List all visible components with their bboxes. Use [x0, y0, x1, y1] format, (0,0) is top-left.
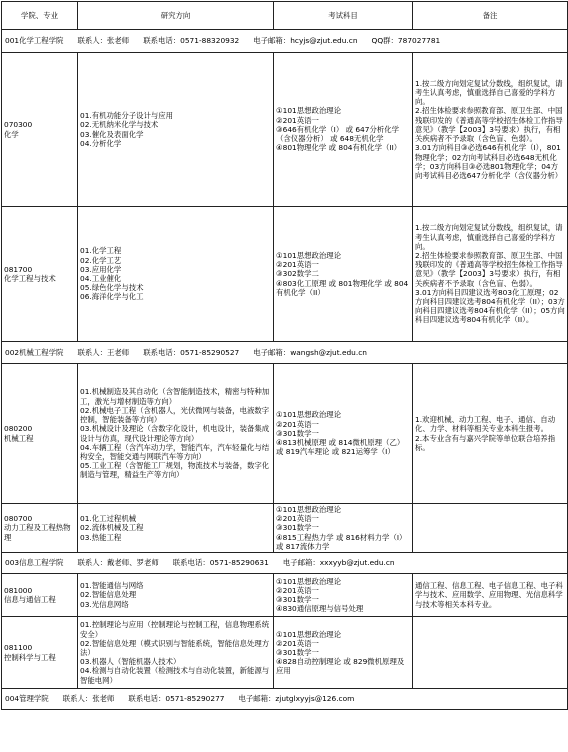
direction-item: 02.化学工艺	[80, 255, 122, 265]
directions-cell	[78, 53, 274, 207]
header-direction: 研究方向	[78, 2, 274, 30]
program-cell	[2, 207, 78, 342]
program-row	[2, 574, 568, 617]
program-code: 080200	[4, 424, 33, 434]
note-item: 通信工程、信息工程、电子信息工程、电子科学与技术、应用数学、应用物理、光信息科学与技术等相关本科专业。	[415, 581, 563, 609]
program-cell	[2, 617, 78, 689]
college-row	[2, 553, 568, 574]
direction-item: 03.催化及表面化学	[80, 129, 144, 139]
header-college: 学院、专业	[2, 2, 78, 30]
header-notes: 备注	[413, 2, 568, 30]
direction-item: 01.智能通信与网络	[80, 581, 144, 591]
program-code: 081700	[4, 264, 33, 274]
subjects-cell	[274, 617, 413, 689]
direction-item: 05.绿色化学与技术	[80, 283, 144, 293]
direction-item: 02.流体机械及工程	[80, 523, 144, 533]
subject-item: ①101思想政治理论	[276, 106, 342, 116]
college-email: 电子邮箱：zjutglxyyjs@126.com	[238, 694, 355, 704]
direction-item: 03.机器人（智能机器人技术）	[80, 657, 181, 667]
program-code: 081000	[4, 585, 33, 595]
subjects-cell	[274, 574, 413, 617]
program-row	[2, 364, 568, 504]
subjects-cell	[274, 53, 413, 207]
subject-item: ①101思想政治理论	[276, 505, 342, 514]
subject-item: ③301数学一	[276, 647, 319, 657]
college-contact: 联系人：张老师	[77, 36, 130, 46]
notes-cell	[413, 207, 568, 342]
subject-item: ④801物理化学 或 804有机化学（II）	[276, 143, 402, 153]
subjects-cell	[274, 364, 413, 504]
college-college: 004管理学院	[5, 694, 49, 704]
subject-item: ④828自动控制理论 或 829微机原理及应用	[276, 657, 405, 676]
subject-item: ①101思想政治理论	[276, 629, 342, 639]
college-contact: 联系人：张老师	[62, 694, 115, 704]
direction-item: 03.应用化学	[80, 264, 122, 274]
college-header-cell	[2, 689, 568, 710]
notes-cell	[413, 504, 568, 553]
note-item: 1.按二级方向划定复试分数线，组织复试，请考生认真考虑，慎重选择自己喜爱的学科方向。	[415, 78, 563, 107]
note-item: 1.按二级方向划定复试分数线，组织复试，请考生认真考虑，慎重选择自己喜爱的学科方向。	[415, 223, 563, 251]
subject-item: ①101思想政治理论	[276, 410, 342, 420]
header-subjects: 考试科目	[274, 2, 413, 30]
program-code: 080700	[4, 514, 33, 524]
program-cell	[2, 364, 78, 504]
direction-item: 01.机械制造及其自动化（含智能制造技术，精密与特种加工，激光与增材制造等方向）	[80, 387, 270, 406]
subject-item: ③301数学一	[276, 595, 319, 605]
notes-cell	[413, 364, 568, 504]
program-row	[2, 504, 568, 553]
program-cell	[2, 53, 78, 207]
subject-item: ③301数学一	[276, 523, 319, 533]
program-cell	[2, 504, 78, 553]
direction-item: 03.机械设计及理论（含数字化设计，机电设计，装备集成设计与仿真，现代设计理论等方向）	[80, 424, 270, 443]
directions-cell	[78, 574, 274, 617]
note-item: 3.01方向科目四建议选考803化工原理；02方向科目四建议选考804有机化学（II）；03方向科目四建议选考804有机化学（II）；05方向科目四建议选考804有机化学（II）。	[415, 287, 565, 325]
subject-item: ④813机械原理 或 814微机原理（乙） 或 819汽车理论 或 821运筹学（I）	[276, 438, 405, 457]
direction-item: 03.热能工程	[80, 532, 122, 542]
subject-item: ②201英语一	[276, 514, 319, 524]
subject-item: ③302数学二	[276, 269, 319, 279]
program-name: 化学工程与技术	[4, 274, 56, 283]
direction-item: 01.有机功能分子设计与应用	[80, 111, 174, 121]
subject-item: ④803化工原理 或 801物理化学 或 804有机化学（II）	[276, 278, 409, 297]
college-row	[2, 342, 568, 364]
college-contact: 联系人：戴老师、罗老师	[77, 558, 159, 568]
direction-item: 05.工业工程（含智能工厂规划，物流技术与装备，数字化制造与管理，精益生产等方向）	[80, 461, 270, 480]
directions-cell	[78, 207, 274, 342]
college-email: 电子邮箱：wangsh@zjut.edu.cn	[253, 347, 367, 357]
college-college: 003信息工程学院	[5, 558, 64, 568]
program-code: 081100	[4, 643, 33, 653]
program-row	[2, 617, 568, 689]
program-row	[2, 207, 568, 342]
direction-item: 01.化工过程机械	[80, 514, 137, 524]
directions-cell	[78, 617, 274, 689]
program-cell	[2, 574, 78, 617]
college-extra: QQ群：787027781	[371, 36, 441, 46]
subject-item: ②201英语一	[276, 638, 319, 648]
direction-item: 06.海洋化学与化工	[80, 292, 144, 302]
header-row	[2, 2, 568, 30]
subject-item: ④830通信原理与信号处理	[276, 604, 364, 614]
direction-item: 03.光信息网络	[80, 599, 129, 609]
admissions-table	[1, 1, 568, 710]
college-phone: 联系电话：0571-85290527	[143, 347, 240, 357]
directions-cell	[78, 364, 274, 504]
subject-item: ②201英语一	[276, 115, 319, 125]
college-college: 002机械工程学院	[5, 347, 64, 357]
direction-item: 01.化学工程	[80, 246, 122, 256]
college-header-cell	[2, 342, 568, 364]
program-name: 机械工程	[4, 433, 34, 443]
note-item: 3.01方向科目③必选646有机化学（I），801物理化学；02方向考试科目必选648无机化学；03方向科目③必选801物理化学；04方向考试科目必选647分析化学（含仪器分析）	[415, 143, 563, 180]
college-phone: 联系电话：0571-88320932	[143, 36, 240, 46]
direction-item: 04.检测与自动化装置（检测技术与自动化装置，新能源与智能电网）	[80, 666, 270, 685]
program-name: 化学	[4, 129, 19, 139]
college-contact: 联系人：王老师	[77, 347, 130, 357]
table-body	[2, 30, 568, 710]
college-email: 电子邮箱：xxxyyb@zjut.edu.cn	[282, 558, 395, 568]
direction-item: 02.无机纳米化学与技术	[80, 120, 159, 130]
subject-item: ②201英语一	[276, 260, 319, 270]
subject-item: ③646有机化学（I） 或 647分析化学（含仪器分析） 或 648无机化学	[276, 124, 400, 144]
program-name: 动力工程及工程热物理	[4, 523, 71, 542]
note-item: 1.欢迎机械、动力工程、电子、通信、自动化、力学、材料等相关专业本科生报考。	[415, 415, 556, 434]
college-row	[2, 30, 568, 53]
college-header-cell	[2, 553, 568, 574]
program-code: 070300	[4, 120, 33, 130]
subject-item: ③301数学一	[276, 428, 319, 438]
note-item: 2.招生体检要求参照教育部、原卫生部、中国残联印发的《普通高等学校招生体检工作指导意见》（教学【2003】3号要求）执行，有相关疾病者不予录取（含色盲、色弱）。	[415, 106, 563, 144]
subject-item: ②201英语一	[276, 419, 319, 429]
notes-cell	[413, 574, 568, 617]
direction-item: 01.控制理论与应用（控制理论与控制工程，信息物理系统安全）	[80, 620, 270, 639]
direction-item: 02.智能信息处理（模式识别与智能系统，智能信息处理方法）	[80, 638, 270, 657]
directions-cell	[78, 504, 274, 553]
subject-item: ④815工程热力学 或 816材料力学（I） 或 817流体力学	[276, 532, 407, 551]
college-phone: 联系电话：0571-85290277	[128, 694, 225, 704]
subject-item: ①101思想政治理论	[276, 250, 342, 260]
program-name: 控制科学与工程	[4, 652, 56, 662]
direction-item: 04.工业催化	[80, 274, 122, 283]
program-name: 信息与通信工程	[4, 595, 56, 605]
subjects-cell	[274, 504, 413, 553]
college-phone: 联系电话：0571-85290631	[172, 558, 269, 568]
direction-item: 02.机械电子工程（含机器人，光伏微网与装备，电液数字控制，智能装备等方向）	[80, 405, 270, 425]
subject-item: ②201英语一	[276, 585, 319, 595]
note-item: 2.招生体检要求参照教育部、原卫生部、中国残联印发的《普通高等学校招生体检工作指导意见》（教学【2003】3号要求）执行，有相关疾病者不予录取（含色盲、色弱）。	[415, 250, 563, 288]
college-row	[2, 689, 568, 710]
notes-cell	[413, 53, 568, 207]
direction-item: 04.车辆工程（含汽车动力学，智能汽车，汽车轻量化与结构安全，智能交通与网联汽车等方向）	[80, 442, 270, 461]
subjects-cell	[274, 207, 413, 342]
subject-item: ①101思想政治理论	[276, 576, 342, 586]
college-email: 电子邮箱：hcyjs@zjut.edu.cn	[253, 36, 358, 46]
notes-cell	[413, 617, 568, 689]
program-row	[2, 53, 568, 207]
direction-item: 02.智能信息处理	[80, 590, 137, 600]
college-header-cell	[2, 30, 568, 53]
note-item: 2.本专业含有与嘉兴学院等单位联合培养指标。	[415, 433, 556, 452]
college-college: 001化学工程学院	[5, 36, 64, 46]
direction-item: 04.分析化学	[80, 138, 122, 148]
